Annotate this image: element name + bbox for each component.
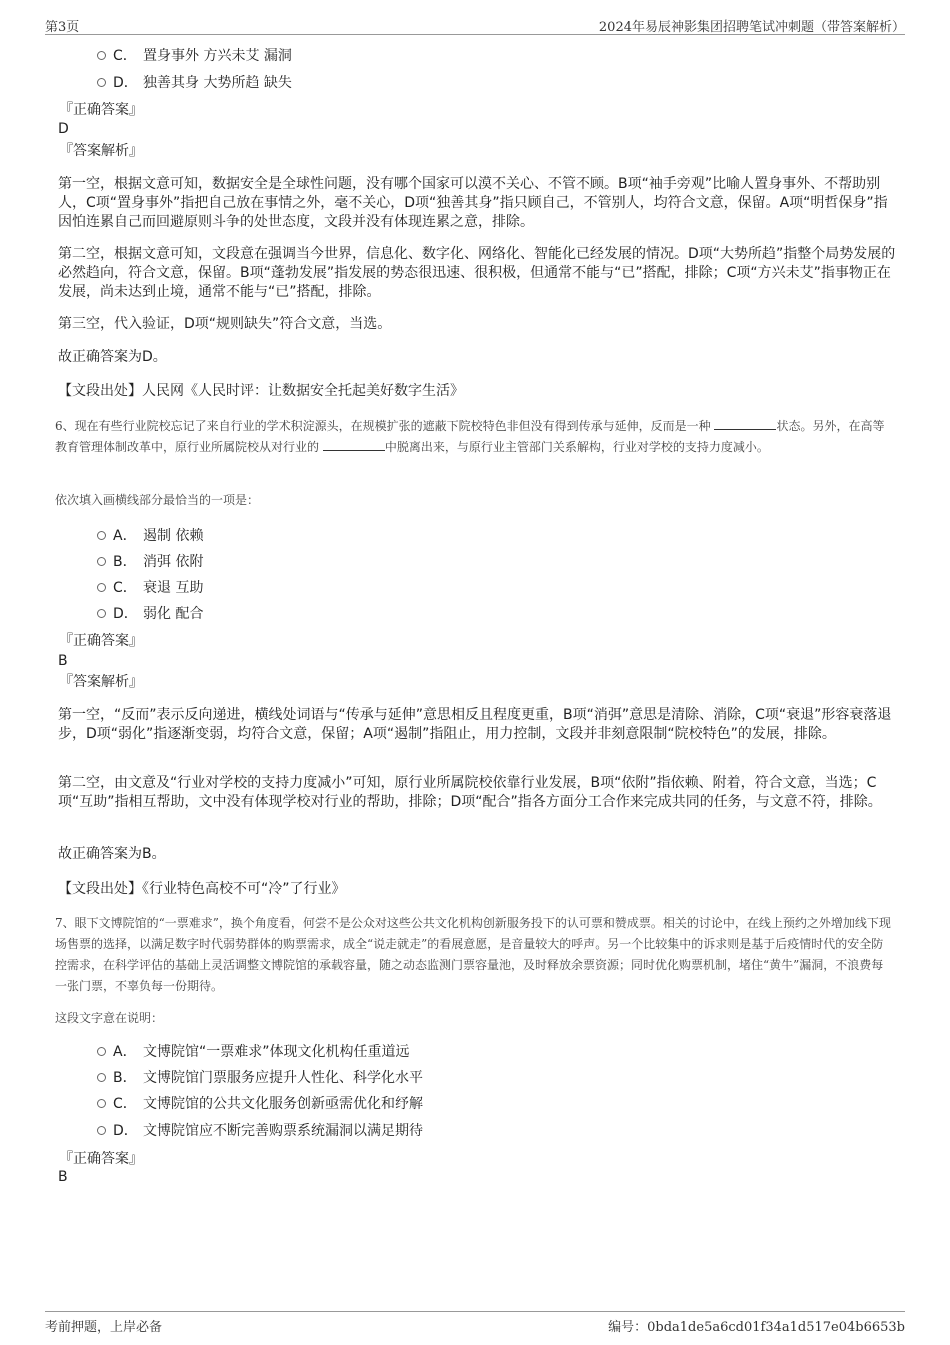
q7-option-c[interactable]: C． 文博院馆的公共文化服务创新亟需优化和纾解	[97, 1093, 423, 1115]
radio-icon[interactable]	[97, 531, 106, 540]
q6-text: 6、现在有些行业院校忘记了来自行业的学术积淀源头，在规模扩张的遮蔽下院校特色非但没有得到传承与延伸，反而是一种 状态。另外，在高等教育管理体制改革中，原行业所属院校从对行业的 中脱离出来，与原行业主管部门关系解构，行业对学校的支持力度减小。	[55, 419, 885, 454]
q6-option-a[interactable]: A． 遏制 依赖	[97, 525, 203, 547]
blank-line	[323, 438, 385, 451]
q6-option-c[interactable]: C． 衰退 互助	[97, 577, 203, 599]
radio-icon[interactable]	[97, 609, 106, 618]
analysis-label: 『答案解析』	[59, 674, 143, 690]
q7-option-d[interactable]: D． 文博院馆应不断完善购票系统漏洞以满足期待	[97, 1120, 423, 1142]
page-number: 第3页	[45, 20, 80, 35]
q5-source: 【文段出处】人民网《人民时评：让数据安全托起美好数字生活》	[58, 383, 464, 399]
q7-option-a[interactable]: A． 文博院馆“一票难求”体现文化机构任重道远	[97, 1041, 410, 1063]
radio-icon[interactable]	[97, 583, 106, 592]
footer-slogan: 考前押题，上岸必备	[45, 1320, 163, 1335]
q7-text: 7、眼下文博院馆的“一票难求”，换个角度看，何尝不是公众对这些公共文化机构创新服务投下的认可票和赞成票。相关的讨论中，在线上预约之外增加线下现场售票的选择，以满足数字时代弱势群体的购票需求，成全“说走就走”的看展意愿，是音量较大的呼声。另一个比较集中的诉求则是基于后疫情时代的安全防控需求，在科学评估的基础上灵活调整文博院馆的承载容量，随之动态监测门票容量池，及时释放余票资源；同时优化购票机制，堵住“黄牛”漏洞，不浪费每一张门票，不辜负每一份期待。	[55, 916, 891, 993]
q5-option-d[interactable]: D． 独善其身 大势所趋 缺失	[97, 72, 292, 94]
document-title: 2024年易辰神影集团招聘笔试冲刺题（带答案解析）	[598, 20, 905, 35]
radio-icon[interactable]	[97, 78, 106, 87]
correct-answer-label: 『正确答案』	[59, 102, 143, 118]
q5-analysis-4: 故正确答案为D。	[58, 349, 167, 365]
blank-line	[714, 417, 776, 430]
page-header	[45, 14, 905, 35]
q6-analysis-3: 故正确答案为B。	[58, 846, 166, 862]
q5-option-c[interactable]: C． 置身事外 方兴未艾 漏洞	[97, 45, 292, 67]
radio-icon[interactable]	[97, 557, 106, 566]
page-footer	[45, 1311, 905, 1336]
q6-option-b[interactable]: B． 消弭 依附	[97, 551, 203, 573]
document-id: 编号：0bda1de5a6cd01f34a1d517e04b6653b	[608, 1320, 905, 1335]
q5-answer: D	[58, 121, 69, 137]
correct-answer-label: 『正确答案』	[59, 1151, 143, 1167]
q7-answer: B	[58, 1169, 68, 1185]
radio-icon[interactable]	[97, 1047, 106, 1056]
q6-source: 【文段出处】《行业特色高校不可“冷”了行业》	[58, 881, 346, 897]
correct-answer-label: 『正确答案』	[59, 633, 143, 649]
radio-icon[interactable]	[97, 1073, 106, 1082]
q6-option-d[interactable]: D． 弱化 配合	[97, 603, 203, 625]
q7-option-b[interactable]: B． 文博院馆门票服务应提升人性化、科学化水平	[97, 1067, 423, 1089]
radio-icon[interactable]	[97, 1099, 106, 1108]
q5-analysis-1: 第一空，根据文意可知，数据安全是全球性问题，没有哪个国家可以漠不关心、不管不顾。B项“袖手旁观”比喻人置身事外、不帮助别人，C项“置身事外”指把自己放在事情之外，毫不关心，D项“独善其身”指只顾自己，不管别人，均符合文意，保留。A项“明哲保身”指因怕连累自己而回避原则斗争的处世态度，文段并没有体现连累之意，排除。	[58, 176, 888, 230]
q7-prompt: 这段文字意在说明：	[55, 1011, 164, 1025]
q5-analysis-3: 第三空，代入验证，D项“规则缺失”符合文意，当选。	[58, 316, 392, 332]
radio-icon[interactable]	[97, 1126, 106, 1135]
q5-analysis-2: 第二空，根据文意可知，文段意在强调当今世界，信息化、数字化、网络化、智能化已经发展的情况。D项“大势所趋”指整个局势发展的必然趋向，符合文意，保留。B项“蓬勃发展”指发展的势态很迅速、很积极，但通常不能与“已”搭配，排除；C项“方兴未艾”指事物正在发展，尚未达到止境，通常不能与“已”搭配，排除。	[58, 246, 896, 300]
q6-analysis-2: 第二空，由文意及“行业对学校的支持力度减小”可知，原行业所属院校依靠行业发展，B项“依附”指依赖、附着，符合文意，当选；C项“互助”指相互帮助，文中没有体现学校对行业的帮助，排除；D项“配合”指各方面分工合作来完成共同的任务，与文意不符，排除。	[58, 775, 882, 810]
q6-answer: B	[58, 653, 68, 669]
q6-prompt: 依次填入画横线部分最恰当的一项是：	[55, 493, 260, 507]
q6-analysis-1: 第一空，“反而”表示反向递进，横线处词语与“传承与延伸”意思相反且程度更重，B项“消弭”意思是清除、消除，C项“衰退”形容衰落退步，D项“弱化”指逐渐变弱，均符合文意，保留；A项“遏制”指阻止，用力控制，文段并非刻意限制“院校特色”的发展，排除。	[58, 707, 892, 742]
radio-icon[interactable]	[97, 51, 106, 60]
analysis-label: 『答案解析』	[59, 143, 143, 159]
